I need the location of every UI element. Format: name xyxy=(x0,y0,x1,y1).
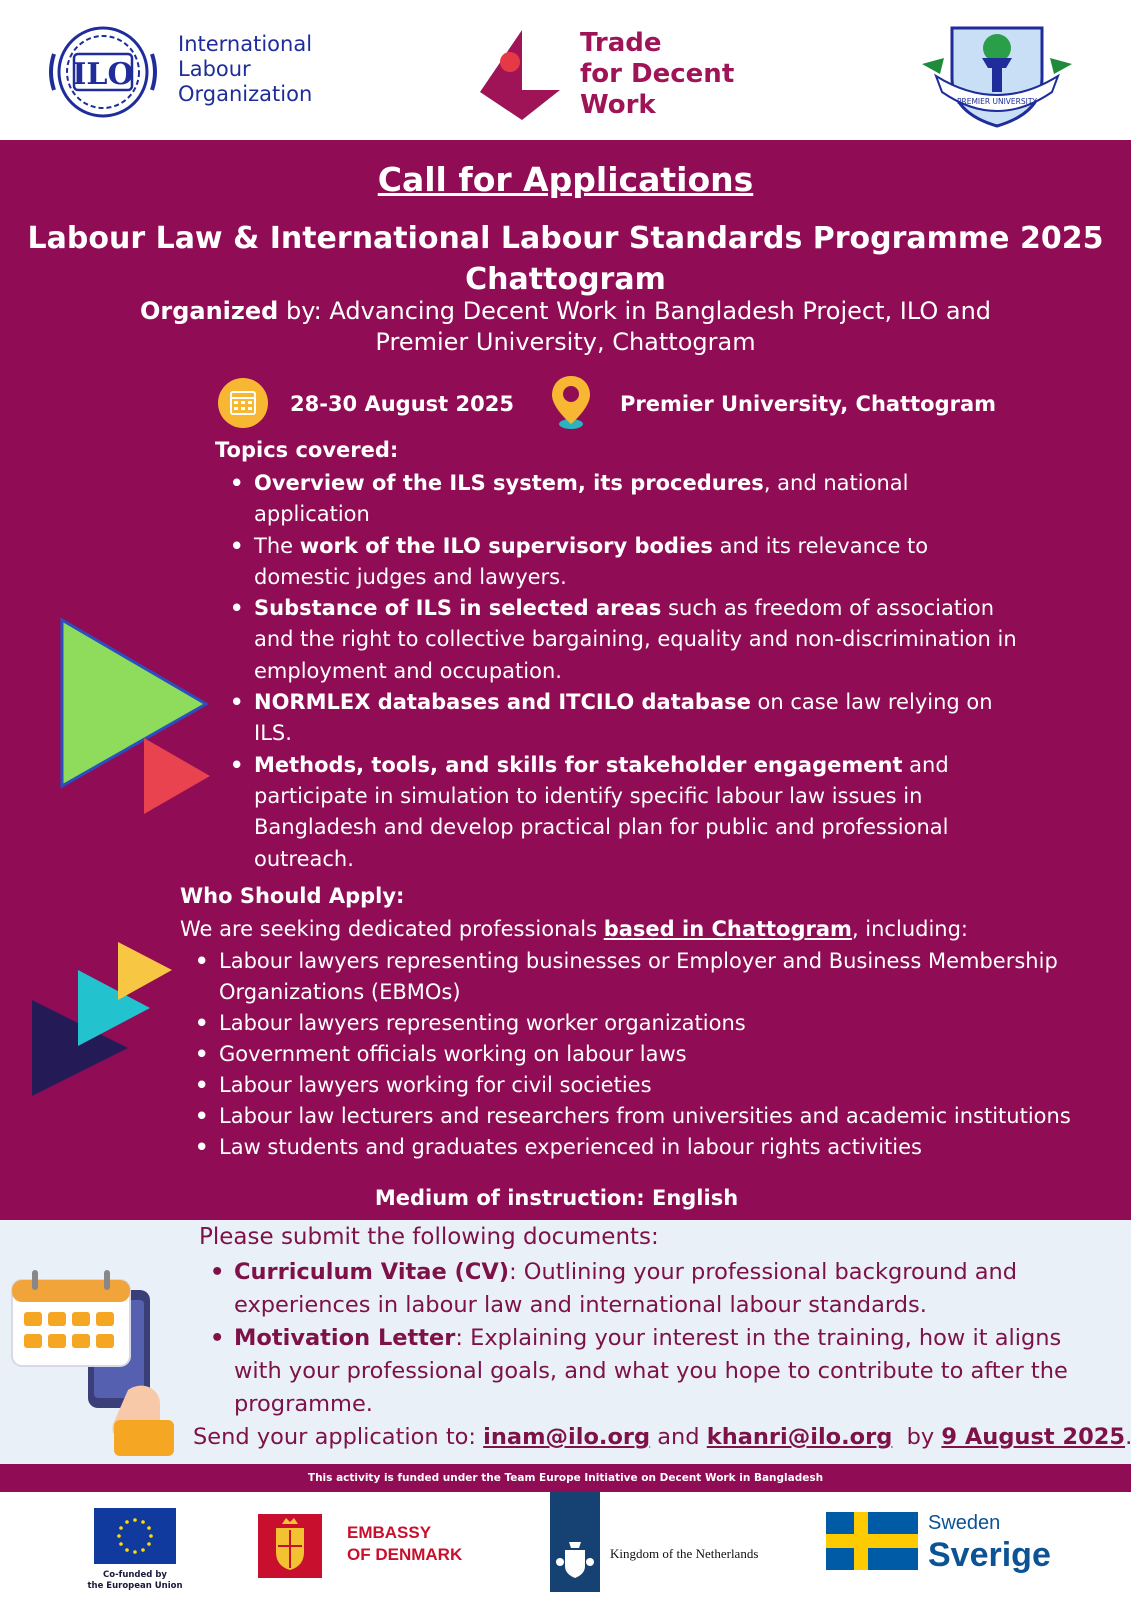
denmark-embassy-text: EMBASSY OF DENMARK xyxy=(347,1523,463,1564)
topics-heading: Topics covered: xyxy=(215,438,399,462)
list-item: • Substance of ILS in selected areas such as freedom of association and the right to collective bargaining, equality and non-discrimination in employment and occupation. xyxy=(230,593,1020,687)
event-location: Premier University, Chattogram xyxy=(620,392,997,416)
list-item: • Law students and graduates experienced in labour rights activities xyxy=(195,1132,1115,1163)
premier-university-seal-icon xyxy=(922,18,1072,130)
funding-note: This activity is funded under the Team Europe Initiative on Decent Work in Bangladesh xyxy=(0,1464,1131,1492)
eu-flag-icon xyxy=(94,1508,176,1564)
topics-list xyxy=(230,468,1020,875)
email-link-inam[interactable]: inam@ilo.org xyxy=(483,1424,651,1450)
medium-of-instruction: Medium of instruction: English xyxy=(374,1186,739,1210)
sweden-flag-icon xyxy=(826,1512,918,1570)
who-intro: We are seeking dedicated professionals based in Chattogram, including: xyxy=(180,917,969,941)
ilo-wordmark: International Labour Organization xyxy=(178,32,313,106)
tdw-wordmark: Trade for Decent Work xyxy=(580,28,735,120)
main-panel xyxy=(0,140,1131,1220)
calendar-phone-illustration-icon xyxy=(10,1270,185,1460)
list-item: • Curriculum Vitae (CV): Outlining your professional background and experiences in labour law and international labour standards. xyxy=(210,1256,1115,1322)
list-item: • Motivation Letter: Explaining your interest in the training, how it aligns with your professional goals, and what you hope to contribute to after the programme. xyxy=(210,1322,1115,1421)
sverige-text: Sverige xyxy=(928,1536,1051,1574)
header xyxy=(0,0,1131,140)
decorative-triangles-icon xyxy=(30,942,180,1102)
call-title: Call for Applications xyxy=(377,160,754,199)
netherlands-coat-of-arms-icon xyxy=(550,1492,600,1592)
who-list xyxy=(195,946,1115,1163)
footer xyxy=(0,1492,1131,1600)
send-application-line: Send your application to: inam@ilo.org and khanri@ilo.org by 9 August 2025. xyxy=(193,1424,1132,1450)
documents-list xyxy=(210,1256,1115,1421)
documents-section xyxy=(0,1220,1131,1464)
deadline: 9 August 2025 xyxy=(941,1424,1126,1450)
list-item: • Methods, tools, and skills for stakeholder engagement and participate in simulation to identify specific labour law issues in Bangladesh and develop practical plan for public and professional outreach. xyxy=(230,750,1020,875)
list-item: • Labour law lecturers and researchers from universities and academic institutions xyxy=(195,1101,1115,1132)
list-item: • Government officials working on labour laws xyxy=(195,1039,1115,1070)
email-link-khanri[interactable]: khanri@ilo.org xyxy=(706,1424,893,1450)
ilo-emblem-icon xyxy=(44,24,162,120)
list-item: • NORMLEX databases and ITCILO database on case law relying on ILS. xyxy=(230,687,1020,750)
eu-cofunded-text: Co-funded by the European Union xyxy=(87,1570,183,1591)
decorative-triangles-icon xyxy=(58,616,218,826)
netherlands-text: Kingdom of the Netherlands xyxy=(610,1546,759,1561)
list-item: • Labour lawyers working for civil societies xyxy=(195,1070,1115,1101)
list-item: • Labour lawyers representing worker organizations xyxy=(195,1008,1115,1039)
list-item: • Labour lawyers representing businesses or Employer and Business Membership Organizations (EBMOs) xyxy=(195,946,1115,1008)
location-pin-icon xyxy=(550,374,592,430)
programme-title: Labour Law & International Labour Standards Programme 2025 Chattogram xyxy=(27,221,1104,297)
documents-intro: Please submit the following documents: xyxy=(199,1224,659,1250)
svg-text:ILO: ILO xyxy=(72,57,134,92)
denmark-coat-of-arms-icon xyxy=(258,1514,322,1578)
trade-for-decent-work-icon xyxy=(480,30,570,120)
svg-text:PREMIER UNIVERSITY: PREMIER UNIVERSITY xyxy=(956,97,1038,106)
event-date: 28-30 August 2025 xyxy=(290,392,514,416)
list-item: • Overview of the ILS system, its procedures, and national application xyxy=(230,468,1020,531)
who-should-apply-heading: Who Should Apply: xyxy=(180,884,405,908)
sweden-text: Sweden xyxy=(928,1512,1001,1534)
organized-by: Organized by: Advancing Decent Work in Bangladesh Project, ILO and Premier University, Chattogram xyxy=(139,297,992,356)
list-item: • The work of the ILO supervisory bodies and its relevance to domestic judges and lawyers. xyxy=(230,531,1020,594)
calendar-icon xyxy=(218,378,268,428)
